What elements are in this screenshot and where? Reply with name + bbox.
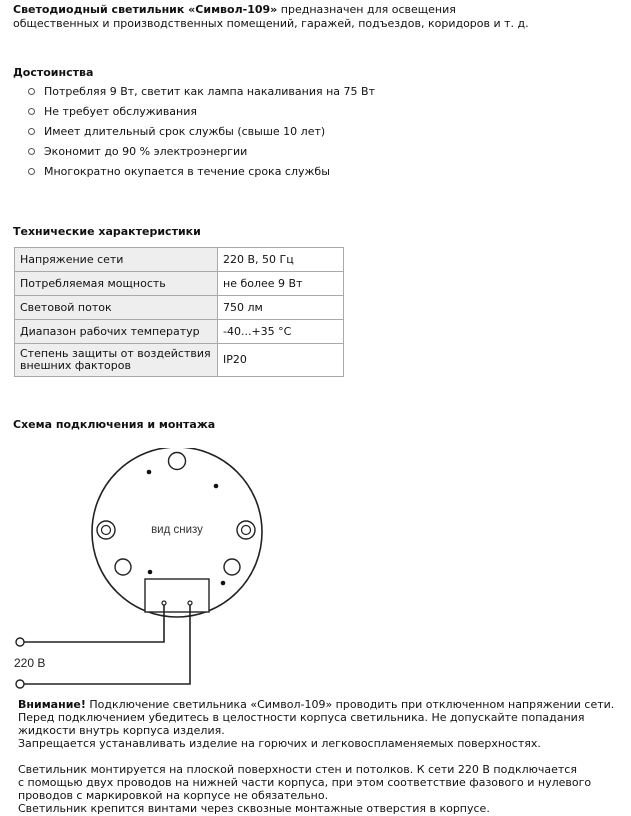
advantages-list (28, 84, 375, 184)
spec-key-line: внешних факторов (20, 359, 131, 372)
list-item (28, 124, 375, 144)
list-item-text: Экономит до 90 % электроэнергии (44, 145, 248, 158)
mounting-text: с помощью двух проводов на нижней части корпуса, при этом соответствие фазового и нулевого (18, 776, 592, 789)
advantages-heading: Достоинства (13, 66, 94, 79)
table-row (15, 248, 344, 272)
spec-key: Диапазон рабочих температур (15, 320, 218, 344)
wiring-diagram (10, 448, 290, 693)
table-row (15, 344, 344, 377)
spec-key-line: Степень защиты от воздействия (20, 347, 211, 360)
list-item (28, 104, 375, 124)
spec-key: Напряжение сети (15, 248, 218, 272)
list-item (28, 164, 375, 184)
terminal-connector (16, 680, 24, 688)
warning-text: жидкости внутрь корпуса изделия. (18, 724, 225, 737)
bullet-icon (28, 148, 35, 155)
warning-text: Перед подключением убедитесь в целостности корпуса светильника. Не допускайте попадания (18, 711, 585, 724)
notes-section (18, 698, 628, 815)
mounting-hole (224, 559, 240, 575)
view-label: вид снизу (151, 524, 203, 536)
intro-paragraph (13, 3, 623, 31)
terminal-block (145, 579, 209, 612)
intro-text-2: общественных и производственных помещений, гаражей, подъездов, коридоров и т. д. (13, 17, 529, 30)
table-row (15, 296, 344, 320)
list-item (28, 144, 375, 164)
spec-value: 750 лм (218, 296, 344, 320)
mounting-hole (115, 559, 131, 575)
specs-heading: Технические характеристики (13, 225, 201, 238)
bullet-icon (28, 128, 35, 135)
table-row (15, 272, 344, 296)
product-name: Светодиодный светильник «Символ-109» (13, 3, 278, 16)
spec-value: -40...+35 °С (218, 320, 344, 344)
spec-value: не более 9 Вт (218, 272, 344, 296)
list-item-text: Имеет длительный срок службы (свыше 10 лет) (44, 125, 326, 138)
terminal-connector (16, 638, 24, 646)
list-item (28, 84, 375, 104)
bullet-icon (28, 108, 35, 115)
mounting-text: Светильник монтируется на плоской поверхности стен и потолков. К сети 220 В подключается (18, 763, 577, 776)
mounting-hole (169, 453, 186, 470)
list-item-text: Многократно окупается в течение срока службы (44, 165, 330, 178)
warning-text: Внимание! Подключение светильника «Символ-109» проводить при отключенном напряжении сети. (18, 698, 615, 711)
spec-key: Потребляемая мощность (15, 272, 218, 296)
warning-label: Внимание! (18, 698, 86, 711)
spec-key (15, 344, 218, 377)
list-item-text: Не требует обслуживания (44, 105, 198, 118)
spec-key: Световой поток (15, 296, 218, 320)
mounting-text: проводов с маркировкой на корпусе не обязательно. (18, 789, 329, 802)
spec-value: 220 В, 50 Гц (218, 248, 344, 272)
warning-text: Запрещается устанавливать изделие на горючих и легковоспламеняемых поверхностях. (18, 737, 541, 750)
specs-table (14, 247, 344, 377)
scheme-heading: Схема подключения и монтажа (13, 418, 216, 431)
table-row (15, 320, 344, 344)
bullet-icon (28, 168, 35, 175)
mounting-text: Светильник крепится винтами через сквозные монтажные отверстия в корпусе. (18, 802, 490, 815)
intro-text-1: предназначен для освещения (277, 3, 456, 16)
spec-value: IP20 (218, 344, 344, 377)
bullet-icon (28, 88, 35, 95)
voltage-label: 220 В (14, 656, 46, 670)
list-item-text: Потребляя 9 Вт, светит как лампа накаливания на 75 Вт (44, 85, 375, 98)
